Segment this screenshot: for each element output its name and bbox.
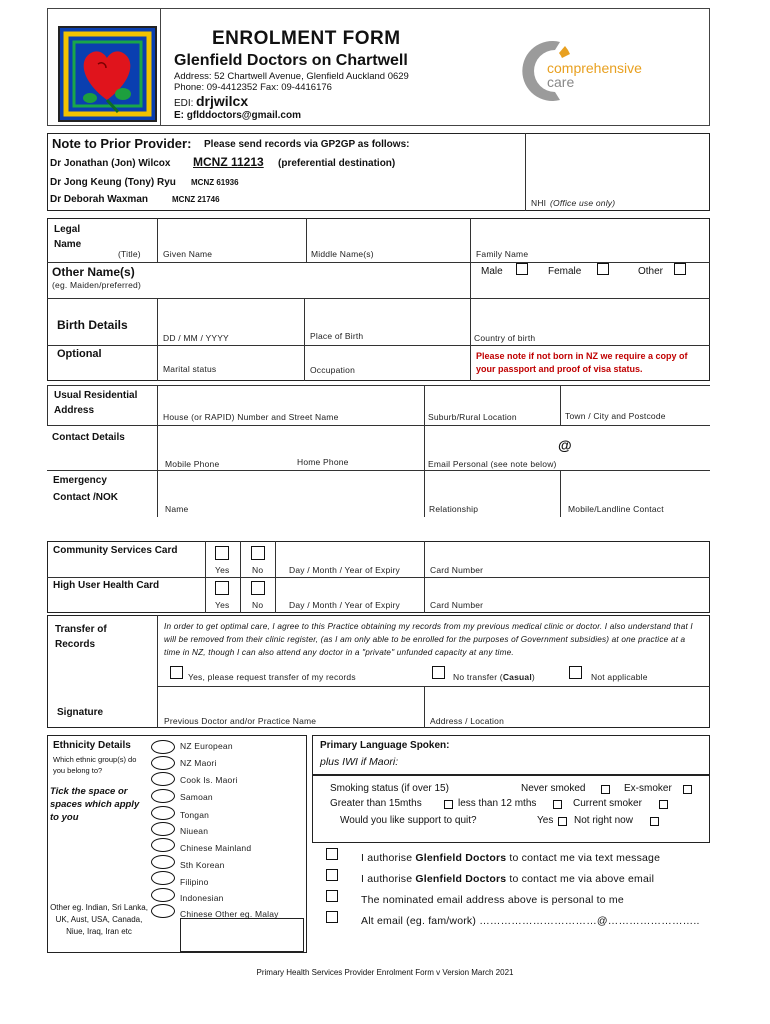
mobile-phone-label: Mobile Phone [165, 459, 220, 469]
practice-address: Address: 52 Chartwell Avenue, Glenfield Auckland 0629 [174, 71, 409, 82]
csc-no-checkbox[interactable] [251, 546, 265, 560]
ethnicity-option-label: Niuean [180, 826, 209, 836]
quit-question: Would you like support to quit? [340, 815, 477, 826]
consent-item-text [361, 894, 624, 906]
consent-item-post: to contact me via text message [506, 852, 661, 864]
marital-status-label: Marital status [163, 364, 217, 374]
smoking-status-label: Smoking status (if over 15) [330, 783, 449, 794]
transfer-no-pre: No transfer ( [453, 672, 503, 682]
optional-label: Optional [57, 348, 102, 360]
csc-card-number-label: Card Number [430, 565, 484, 575]
middle-name-label: Middle Name(s) [311, 249, 374, 259]
ethnicity-option-checkbox[interactable] [151, 822, 175, 836]
doctor-3-name: Dr Deborah Waxman [50, 194, 148, 205]
transfer-no-casual: Casual [502, 672, 532, 682]
logo-text-care: care [547, 74, 575, 90]
suburb-field[interactable] [427, 388, 557, 410]
consent-item-pre: The nominated email address above is personal to me [361, 894, 624, 906]
previous-location-field[interactable] [427, 690, 707, 714]
house-street-label: House (or RAPID) Number and Street Name [163, 412, 339, 422]
place-of-birth-field[interactable] [307, 302, 467, 330]
nok-name-label: Name [165, 504, 189, 514]
home-phone-label: Home Phone [297, 457, 349, 467]
csc-yes-label: Yes [215, 565, 230, 575]
consent-item-text [361, 915, 700, 927]
prior-provider-heading: Note to Prior Provider: [52, 136, 192, 151]
edi-value: drjwilcx [196, 93, 249, 109]
transfer-no-post: ) [531, 672, 535, 682]
given-name-field[interactable] [160, 222, 304, 247]
quit-yes-label: Yes [537, 815, 554, 826]
ethnicity-option-checkbox[interactable] [151, 904, 175, 918]
male-checkbox[interactable] [516, 263, 528, 275]
previous-location-label: Address / Location [430, 716, 505, 726]
consent-item-pre: I authorise [361, 873, 416, 885]
huhc-yes-label: Yes [215, 600, 230, 610]
place-of-birth-label: Place of Birth [310, 331, 364, 341]
doctor-1-note: (preferential destination) [278, 158, 396, 169]
male-label: Male [481, 266, 503, 277]
never-smoked-checkbox[interactable] [601, 785, 610, 794]
transfer-no-label [453, 672, 535, 682]
logo-text-comprehensive: comprehensive [547, 60, 642, 76]
gt15-label: Greater than 15mths [330, 798, 422, 809]
country-of-birth-label: Country of birth [474, 333, 536, 343]
email-at-sign: @ [558, 437, 572, 453]
ethnicity-option-checkbox[interactable] [151, 756, 175, 770]
other-names-label: Other Name(s) [52, 265, 135, 279]
mobile-phone-field[interactable] [160, 429, 290, 455]
consent-checkbox[interactable] [326, 869, 338, 881]
consent-checkbox[interactable] [326, 911, 338, 923]
ethnicity-option-checkbox[interactable] [151, 772, 175, 786]
ethnicity-question: Which ethnic group(s) do you belong to? [53, 755, 137, 775]
consent-checkbox[interactable] [326, 848, 338, 860]
ethnicity-option-checkbox[interactable] [151, 806, 175, 820]
quit-no-checkbox[interactable] [650, 817, 659, 826]
home-phone-field[interactable] [292, 429, 422, 455]
quit-yes-checkbox[interactable] [558, 817, 567, 826]
nhi-note: (Office use only) [550, 198, 616, 208]
previous-doctor-field[interactable] [160, 690, 422, 714]
language-field[interactable] [470, 740, 705, 772]
transfer-heading-1: Transfer of [55, 624, 107, 635]
transfer-yes-label: Yes, please request transfer of my records [188, 672, 356, 682]
doctor-1-name: Dr Jonathan (Jon) Wilcox [50, 158, 171, 169]
nhi-label: NHI [531, 198, 547, 208]
town-field[interactable] [563, 388, 707, 410]
huhc-number-field[interactable] [427, 580, 707, 599]
signature-label: Signature [57, 707, 104, 718]
transfer-consent-text: In order to get optimal care, I agree to this Practice obtaining my records from my previous medical clinic or doctor. I also understand that I will be removed from their clinic register, (as I am only able to be enrolled for the purposes of Government subsidies) at one practice at a time in NZ, though I can also attend any doctor in a "private" unfunded capacity at any time. [164, 622, 693, 657]
ethnicity-option-label: Samoan [180, 792, 213, 802]
lt12-checkbox[interactable] [553, 800, 562, 809]
heart-logo [58, 26, 157, 122]
doctor-2-name: Dr Jong Keung (Tony) Ryu [50, 177, 176, 188]
other-gender-checkbox[interactable] [674, 263, 686, 275]
huhc-expiry-field[interactable] [278, 580, 422, 599]
family-name-label: Family Name [476, 249, 529, 259]
csc-expiry-field[interactable] [278, 544, 422, 563]
residential-address-label: Usual Residential Address [54, 390, 138, 416]
nhi-field[interactable] [530, 140, 705, 195]
consent-item-text [361, 852, 660, 864]
ethnicity-option-checkbox[interactable] [151, 789, 175, 803]
transfer-yes-checkbox[interactable] [170, 666, 183, 679]
occupation-field[interactable] [307, 348, 467, 363]
ethnicity-option-checkbox[interactable] [151, 855, 175, 869]
middle-name-field[interactable] [309, 222, 467, 247]
ethnicity-option-label: Indonesian [180, 893, 224, 903]
suburb-label: Suburb/Rural Location [428, 412, 517, 422]
ethnicity-option-label: NZ European [180, 741, 233, 751]
nok-name-field[interactable] [160, 474, 422, 502]
ethnicity-option-label: Filipino [180, 877, 209, 887]
ethnicity-option-label: Tongan [180, 810, 210, 820]
transfer-heading-2: Records [55, 639, 96, 650]
ex-smoker-checkbox[interactable] [683, 785, 692, 794]
country-of-birth-field[interactable] [473, 302, 707, 330]
nz-passport-note: Please note if not born in NZ we require a copy of your passport and proof of visa status. [476, 351, 688, 374]
consent-item-text [361, 873, 654, 885]
ethnicity-option-label: Chinese Mainland [180, 843, 252, 853]
csc-no-label: No [252, 565, 264, 575]
current-smoker-label: Current smoker [573, 798, 642, 809]
gt15-checkbox[interactable] [444, 800, 453, 809]
prior-provider-instruction: Please send records via GP2GP as follows: [204, 139, 410, 150]
female-label: Female [548, 266, 582, 277]
other-names-eg: (eg. Maiden/preferred) [52, 280, 141, 290]
other-gender-label: Other [638, 266, 664, 277]
huhc-card-number-label: Card Number [430, 600, 484, 610]
ethnicity-other-field[interactable] [180, 918, 304, 952]
ethnicity-option-checkbox[interactable] [151, 838, 175, 852]
ex-smoker-label: Ex-smoker [624, 783, 672, 794]
ethnicity-option-checkbox[interactable] [151, 871, 175, 885]
huhc-expiry-label: Day / Month / Year of Expiry [289, 600, 400, 610]
csc-number-field[interactable] [427, 544, 707, 563]
csc-expiry-label: Day / Month / Year of Expiry [289, 565, 400, 575]
doctor-2-mcnz: MCNZ 61936 [191, 178, 239, 187]
transfer-na-label: Not applicable [591, 672, 648, 682]
quit-no-label: Not right now [574, 815, 633, 826]
consent-item-bold: Glenfield Doctors [415, 873, 507, 885]
ethnicity-option-checkbox[interactable] [151, 740, 175, 754]
practice-name: Glenfield Doctors on Chartwell [174, 52, 408, 69]
doctor-1-mcnz: MCNZ 11213 [193, 155, 264, 169]
transfer-na-checkbox[interactable] [569, 666, 582, 679]
relationship-field[interactable] [427, 474, 557, 502]
lt12-label: less than 12 mths [458, 798, 537, 809]
legal-name-label: Legal Name [54, 224, 82, 250]
title-label: (Title) [118, 249, 141, 259]
huhc-no-label: No [252, 600, 264, 610]
ethnicity-other-note: Other eg. Indian, Sri Lanka, UK, Aust, USA, Canada, Niue, Iraq, Iran etc [50, 903, 148, 936]
relationship-label: Relationship [429, 504, 479, 514]
contact-nok-label: Contact /NOK [53, 492, 118, 503]
ethnicity-option-label: Cook Is. Maori [180, 775, 238, 785]
huhc-no-checkbox[interactable] [251, 581, 265, 595]
practice-phone: Phone: 09-4412352 Fax: 09-4416176 [174, 82, 332, 93]
csc-yes-checkbox[interactable] [215, 546, 229, 560]
ethnicity-heading: Ethnicity Details [53, 740, 131, 751]
huhc-yes-checkbox[interactable] [215, 581, 229, 595]
email-field[interactable] [427, 429, 707, 455]
doctor-3-mcnz: MCNZ 21746 [172, 195, 220, 204]
ethnicity-option-checkbox[interactable] [151, 888, 175, 902]
dob-field[interactable] [160, 302, 302, 330]
form-title: ENROLMENT FORM [212, 28, 401, 49]
consent-checkbox[interactable] [326, 890, 338, 902]
street-field[interactable] [160, 388, 422, 410]
language-heading: Primary Language Spoken: [320, 740, 450, 751]
footer-text: Primary Health Services Provider Enrolment Form v Version March 2021 [256, 968, 514, 977]
consent-item-bold: Glenfield Doctors [415, 852, 507, 864]
ethnicity-tick-note: Tick the space or spaces which apply to you [50, 786, 140, 823]
practice-email: E: gflddoctors@gmail.com [174, 110, 301, 121]
comprehensive-care-logo [515, 36, 655, 106]
ethnicity-option-label: NZ Maori [180, 758, 217, 768]
given-name-label: Given Name [163, 249, 213, 259]
huhc-label: High User Health Card [53, 580, 160, 591]
current-smoker-checkbox[interactable] [659, 800, 668, 809]
family-name-field[interactable] [473, 222, 707, 247]
occupation-label: Occupation [310, 365, 355, 375]
contact-details-label: Contact Details [52, 432, 125, 443]
iwi-label: plus IWI if Maori: [320, 756, 399, 768]
never-smoked-label: Never smoked [521, 783, 586, 794]
birth-details-label: Birth Details [57, 318, 128, 332]
ethnicity-option-label: Sth Korean [180, 860, 225, 870]
edi-label: EDI: [174, 98, 194, 109]
town-postcode-label: Town / City and Postcode [565, 411, 666, 421]
ethnicity-option-label: Chinese Other eg. Malay [180, 909, 279, 919]
nok-contact-field[interactable] [563, 474, 707, 502]
marital-status-field[interactable] [160, 348, 302, 363]
consent-item-post: to contact me via above email [506, 873, 655, 885]
previous-doctor-label: Previous Doctor and/or Practice Name [164, 716, 317, 726]
mobile-landline-label: Mobile/Landline Contact [568, 504, 664, 514]
csc-label: Community Services Card [53, 545, 178, 556]
consent-item-pre: Alt email (eg. fam/work) ……………………………@…………………….. [361, 915, 700, 927]
consent-item-pre: I authorise [361, 852, 416, 864]
email-personal-label: Email Personal (see note below) [428, 459, 557, 469]
emergency-label: Emergency [53, 475, 107, 486]
dob-format: DD / MM / YYYY [163, 333, 229, 343]
female-checkbox[interactable] [597, 263, 609, 275]
transfer-no-checkbox[interactable] [432, 666, 445, 679]
